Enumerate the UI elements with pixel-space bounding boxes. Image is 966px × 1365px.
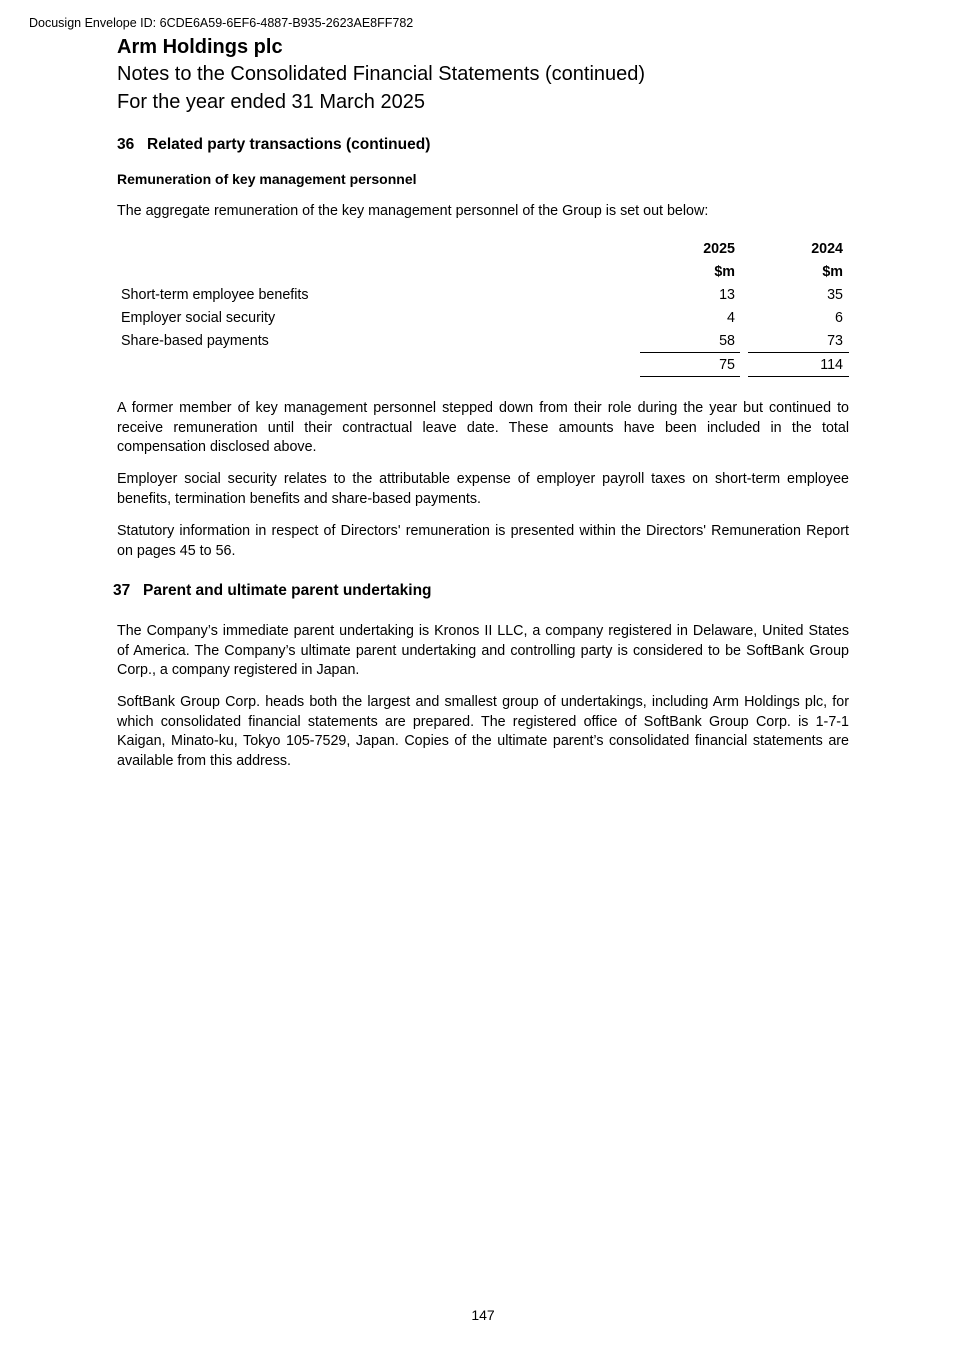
value-2024: 6 <box>835 309 843 326</box>
social-security-paragraph: Employer social security relates to the attributable expense of employer payroll taxes on short-term employee benefits, termination benefits and share-based payments. <box>117 471 849 507</box>
table-row <box>117 329 849 353</box>
remuneration-table <box>117 237 849 377</box>
row-label: Employer social security <box>121 309 276 326</box>
value-2025: 13 <box>719 286 735 303</box>
company-name: Arm Holdings plc <box>117 36 283 58</box>
table-total-row <box>117 353 849 377</box>
section-36-title: Related party transactions (continued) <box>147 136 431 153</box>
statutory-info-paragraph: Statutory information in respect of Directors' remuneration is presented within the Directors' Remuneration Report on pages 45 to 56. <box>117 523 849 559</box>
table-header-years <box>117 237 849 260</box>
immediate-parent-paragraph: The Company’s immediate parent undertaking is Kronos II LLC, a company registered in Delaware, United States of America. The Company’s ultimate parent undertaking and controlling party is considered to be SoftBank Group Corp., a company registered in Japan. <box>117 623 849 678</box>
row-label: Share-based payments <box>121 332 269 349</box>
table-header-units <box>117 260 849 283</box>
former-member-paragraph: A former member of key management personnel stepped down from their role during the year but continued to receive remuneration until their contractual leave date. These amounts have been included in the total compensation disclosed above. <box>117 400 849 455</box>
reporting-period: For the year ended 31 March 2025 <box>117 91 425 113</box>
section-37-title: Parent and ultimate parent undertaking <box>143 582 432 599</box>
unit-2025: $m <box>714 263 735 280</box>
page-number: 147 <box>471 1307 495 1323</box>
col-header-2024: 2024 <box>811 240 843 257</box>
unit-2024: $m <box>822 263 843 280</box>
value-2025: 4 <box>727 309 735 326</box>
document-subtitle: Notes to the Consolidated Financial Statements (continued) <box>117 63 646 85</box>
softbank-paragraph: SoftBank Group Corp. heads both the largest and smallest group of undertakings, including Arm Holdings plc, for which consolidated financial statements are prepared. The registered office of SoftBank Group Corp. is 1-7-1 Kaigan, Minato-ku, Tokyo 105-7529, Japan. Copies of the ultimate parent’s consolidated financial statements are available from this address. <box>117 694 849 769</box>
remuneration-subheading: Remuneration of key management personnel <box>117 171 417 187</box>
table-row <box>117 306 849 329</box>
table-row <box>117 283 849 306</box>
section-36-heading <box>117 136 430 154</box>
docusign-envelope-id: Docusign Envelope ID: 6CDE6A59-6EF6-4887-B935-2623AE8FF782 <box>29 16 414 30</box>
col-header-2025: 2025 <box>703 240 735 257</box>
remuneration-intro: The aggregate remuneration of the key management personnel of the Group is set out below: <box>117 203 709 219</box>
value-2024: 35 <box>827 286 843 303</box>
total-2025: 75 <box>640 353 740 377</box>
section-37-number: 37 <box>113 582 131 599</box>
value-2024: 73 <box>748 329 849 353</box>
total-2024: 114 <box>748 353 849 377</box>
value-2025: 58 <box>640 329 740 353</box>
section-37-heading <box>113 582 432 600</box>
section-36-number: 36 <box>117 136 135 153</box>
row-label: Short-term employee benefits <box>121 286 309 303</box>
